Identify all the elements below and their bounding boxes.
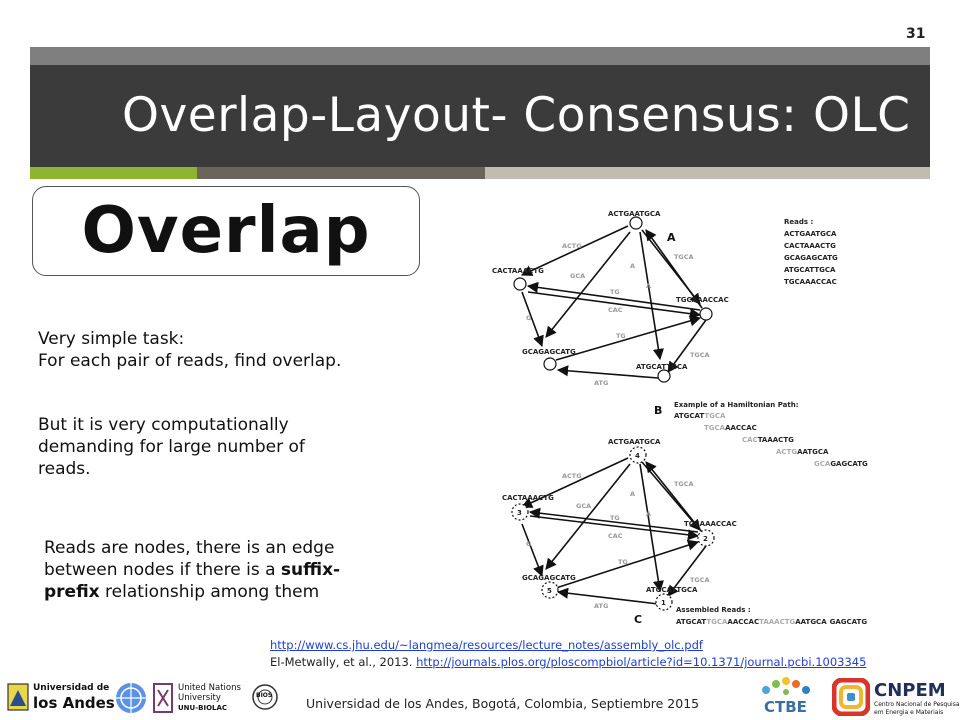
seq-bold: AACCAC xyxy=(727,618,760,626)
edge-label: A xyxy=(630,262,636,270)
edge-label: ACTG xyxy=(562,242,582,250)
logo-text: UNU-BIOLAC xyxy=(178,704,228,712)
path-order-label: 2 xyxy=(703,535,708,543)
reference-citation: El-Metwally, et al., 2013. xyxy=(270,655,417,669)
logo-text: em Energia e Materiais xyxy=(874,709,944,716)
edge-label: A xyxy=(630,490,636,498)
bold-term-prefix: prefix xyxy=(44,582,100,602)
read-item: ACTGAATGCA xyxy=(784,230,837,238)
seq-bold: AATGCA xyxy=(795,618,827,626)
reads-title: Reads : xyxy=(784,218,814,226)
bold-term-suffix: suffix- xyxy=(280,560,341,580)
edge-label: GCA xyxy=(576,502,592,510)
edge-label: TG xyxy=(610,288,620,296)
text-span: relationship among them xyxy=(99,582,320,602)
hamiltonian-row xyxy=(814,460,868,468)
edge-label: TGCA xyxy=(690,576,710,584)
logo-text: Universidad de xyxy=(33,683,110,693)
edge-label: ATG xyxy=(594,602,609,610)
graph-panel-c xyxy=(502,438,737,610)
slide-number: 31 xyxy=(906,26,926,42)
accent-band-brown xyxy=(197,167,485,179)
assembled-title: Assembled Reads : xyxy=(676,606,751,614)
title-top-bar xyxy=(30,47,930,65)
node-label-c2: CACTAAACTG xyxy=(502,494,554,502)
paragraph-simple-task xyxy=(38,328,418,372)
text-line: demanding for large number of xyxy=(38,437,305,457)
hamiltonian-path-panel xyxy=(654,401,868,468)
text-line: For each pair of reads, find overlap. xyxy=(38,351,342,371)
logo-text: CTBE xyxy=(764,698,807,716)
hamiltonian-title: Example of a Hamiltonian Path: xyxy=(674,401,799,409)
path-order-label: 3 xyxy=(517,509,522,517)
seq-grey: ACTG xyxy=(776,448,798,456)
logo-text: Centro Nacional de Pesquisa xyxy=(874,701,960,708)
logo-text: los Andes xyxy=(33,694,115,712)
text-line: Reads are nodes, there is an edge xyxy=(44,538,335,558)
ctbe-dots-icon xyxy=(752,676,816,698)
edge-label: TGCA xyxy=(674,253,694,261)
overlap-graph-figure xyxy=(470,196,960,632)
logo-ctbe xyxy=(752,676,816,718)
logo-bios xyxy=(250,683,280,715)
edge-label: TG xyxy=(610,514,620,522)
text-line: reads. xyxy=(38,459,91,479)
read-item: GCAGAGCATG xyxy=(784,254,838,262)
node-label-a5: ATGCATTGCA xyxy=(636,363,688,371)
node-label-a1: ACTGAATGCA xyxy=(608,210,661,218)
un-globe-icon xyxy=(114,681,148,715)
node-label-c1: ACTGAATGCA xyxy=(608,438,661,446)
seq-bold: GAGCATG xyxy=(829,618,868,626)
slide-title: Overlap-Layout- Consensus: OLC xyxy=(122,88,911,143)
edge-label: ACTG xyxy=(562,472,582,480)
seq-bold: ATGCAT xyxy=(676,618,707,626)
reference-link-jhu[interactable]: http://www.cs.jhu.edu/~langmea/resources/lecture_notes/assembly_olc.pdf xyxy=(270,638,703,652)
edge-label: G xyxy=(526,540,532,548)
read-item: ATGCATTGCA xyxy=(784,266,836,274)
uniandes-crest-icon xyxy=(6,682,30,714)
seq-grey: GCA xyxy=(814,460,831,468)
node-label-c4: GCAGAGCATG xyxy=(522,574,576,582)
seq-bold: TAAACTG xyxy=(757,436,794,444)
cnpem-emblem-icon xyxy=(832,678,870,716)
logo-text: University xyxy=(178,693,221,703)
read-item: CACTAAACTG xyxy=(784,242,836,250)
node-label-a2: CACTAAACTG xyxy=(492,267,544,275)
edge-label: TGCA xyxy=(674,480,694,488)
path-order-label: 5 xyxy=(547,587,552,595)
seq-grey: CAC xyxy=(742,436,758,444)
logo-uniandes xyxy=(6,681,115,715)
seq-bold: ATGCAT xyxy=(674,412,705,420)
edge-label: A xyxy=(646,510,652,518)
bios-emblem-icon xyxy=(250,683,280,715)
footer-text: Universidad de los Andes, Bogotá, Colombia, Septiembre 2015 xyxy=(306,696,700,711)
text-span: between nodes if there is a xyxy=(44,560,281,580)
unu-emblem-icon xyxy=(152,680,174,716)
seq-grey: TGCA xyxy=(706,618,728,626)
path-order-label: 4 xyxy=(635,452,640,460)
node-label-a4: GCAGAGCATG xyxy=(522,348,576,356)
edge-label: GCA xyxy=(570,272,586,280)
read-item: TGCAAACCAC xyxy=(784,278,837,286)
edge-label: TG xyxy=(618,558,628,566)
seq-grey: TGCA xyxy=(704,424,726,432)
seq-grey: TAAACTG xyxy=(759,618,796,626)
edge-label: TG xyxy=(616,332,626,340)
edge-label: CAC xyxy=(608,532,623,540)
seq-bold: GAGCATG xyxy=(830,460,868,468)
node-label-c3: TGCAAACCAC xyxy=(684,520,737,528)
logo-text: CNPEM xyxy=(874,680,946,701)
hamiltonian-row xyxy=(776,448,829,456)
text-line xyxy=(44,559,384,581)
seq-grey: TGCA xyxy=(704,412,726,420)
path-order-label: 1 xyxy=(661,599,666,607)
reads-list xyxy=(784,218,838,286)
hamiltonian-row xyxy=(704,424,757,432)
seq-bold: AACCAC xyxy=(725,424,757,432)
accent-band-beige xyxy=(485,167,930,179)
node-label-c5: ATGCATTGCA xyxy=(646,586,698,594)
text-line: But it is very computationally xyxy=(38,415,289,435)
accent-band-green xyxy=(30,167,197,179)
paragraph-computational xyxy=(38,414,368,480)
edge-label: CAC xyxy=(608,306,623,314)
logo-text: United Nations xyxy=(178,683,241,693)
edge-label: A xyxy=(646,282,652,290)
graph-panel-a xyxy=(492,210,729,387)
edge-label: ATG xyxy=(594,379,609,387)
overlap-heading-box xyxy=(32,186,420,276)
hamiltonian-row xyxy=(742,436,794,444)
logo-text: BIOS xyxy=(256,692,273,699)
references xyxy=(270,637,866,671)
overlap-heading: Overlap xyxy=(81,194,371,268)
assembled-sequence xyxy=(676,618,867,626)
hamiltonian-row xyxy=(674,412,726,420)
reference-link-plos[interactable]: http://journals.plos.org/ploscompbiol/article?id=10.1371/journal.pcbi.1003345 xyxy=(416,655,867,669)
text-line: Very simple task: xyxy=(38,329,185,349)
edge-label: G xyxy=(526,314,532,322)
panel-label-c: C xyxy=(634,613,643,626)
panel-label-a: A xyxy=(667,231,676,244)
edge-label: TGCA xyxy=(690,351,710,359)
paragraph-nodes-edges xyxy=(44,537,384,603)
panel-label-b: B xyxy=(654,404,663,417)
seq-bold: AATGCA xyxy=(797,448,829,456)
node-label-a3: TGCAAACCAC xyxy=(676,296,729,304)
logo-cnpem xyxy=(832,676,958,718)
logo-unu-biolac xyxy=(114,679,244,717)
text-line xyxy=(44,581,384,603)
